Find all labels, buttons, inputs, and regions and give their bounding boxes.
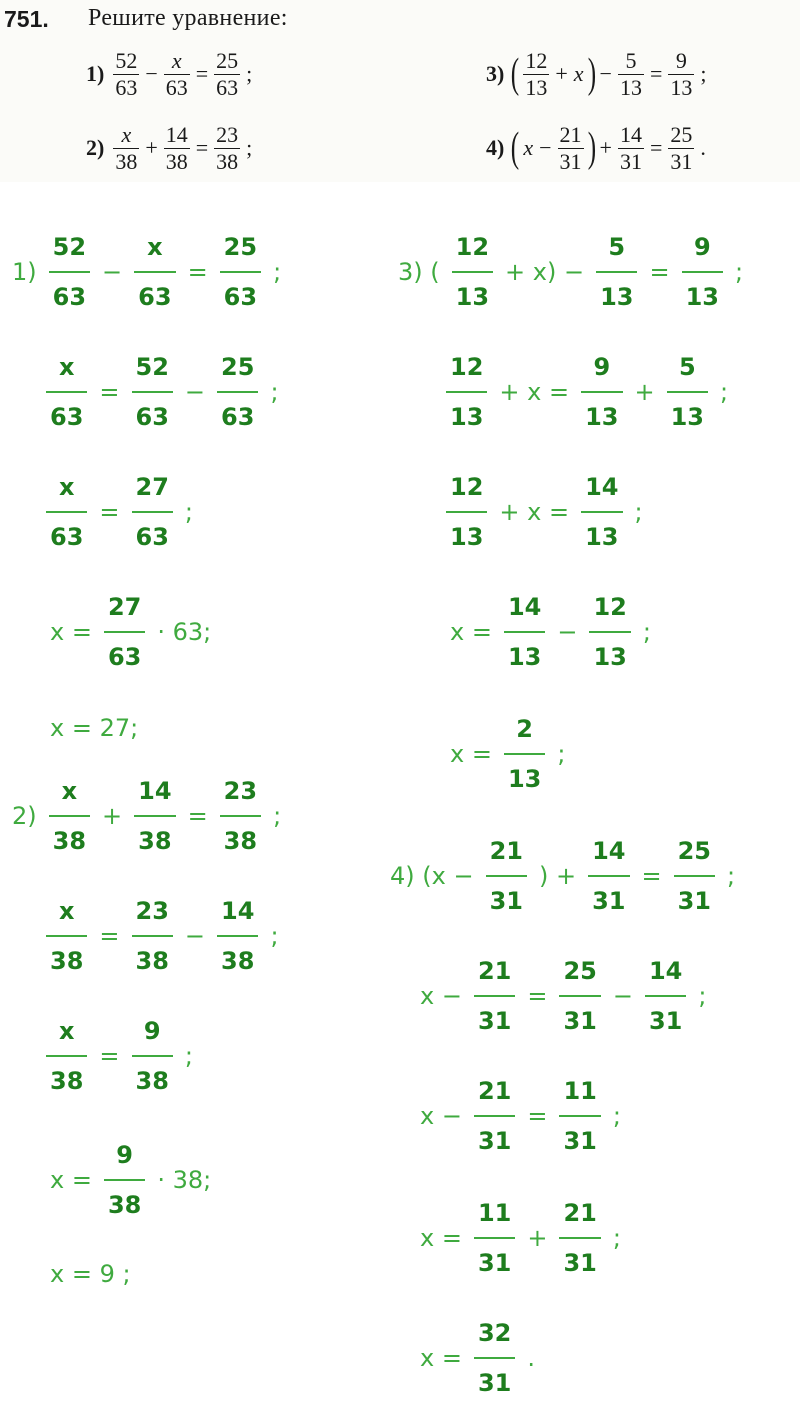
- solution-4-step: [414, 1056, 627, 1176]
- fraction-denominator: 38: [223, 827, 258, 855]
- fraction: [618, 47, 644, 100]
- fraction-numerator: 14: [648, 957, 683, 985]
- solution-3-step: [444, 694, 571, 814]
- fraction-numerator: 27: [107, 593, 142, 621]
- fraction-numerator: 52: [52, 233, 87, 261]
- math-symbol: =: [99, 498, 120, 526]
- fraction-denominator: 63: [135, 403, 169, 431]
- fraction: [486, 839, 527, 913]
- fraction-numerator: 14: [138, 777, 172, 805]
- fraction-denominator: 13: [455, 283, 490, 311]
- fraction-numerator: 9: [116, 1141, 133, 1169]
- math-symbol: =: [527, 1102, 548, 1130]
- fraction-denominator: 31: [559, 148, 582, 174]
- textbook-problem-header: [0, 0, 800, 182]
- solution-2-step: [44, 1214, 137, 1334]
- solution-4-step: [414, 1178, 627, 1298]
- fraction: [581, 355, 622, 429]
- solution-1-step: [40, 332, 285, 452]
- problem-number: 2): [86, 135, 105, 160]
- problem-1: [86, 44, 255, 104]
- fraction: [104, 1143, 145, 1217]
- fraction-denominator: 63: [216, 74, 239, 100]
- fraction: [217, 899, 258, 973]
- fraction: [667, 355, 708, 429]
- math-symbol: x =: [420, 1224, 462, 1252]
- fraction-numerator: x: [147, 233, 163, 261]
- math-symbol: =: [99, 1042, 120, 1070]
- fraction-numerator: 12: [450, 353, 484, 381]
- math-symbol: =: [527, 982, 548, 1010]
- fraction-denominator: 31: [477, 1127, 512, 1155]
- math-symbol: +: [555, 61, 568, 86]
- math-symbol: ;: [698, 982, 707, 1010]
- fraction-denominator: 38: [52, 827, 87, 855]
- fraction-numerator: x: [61, 777, 78, 805]
- solution-2-step: [6, 756, 287, 876]
- fraction: [559, 1201, 600, 1275]
- math-symbol: −: [184, 922, 206, 950]
- solution-3-step: [440, 332, 734, 452]
- math-symbol: +: [102, 802, 123, 830]
- math-symbol: ;: [612, 1224, 621, 1252]
- math-symbol: =: [187, 258, 208, 286]
- fraction-denominator: 31: [648, 1007, 683, 1035]
- fraction-denominator: 13: [507, 643, 542, 671]
- fraction-numerator: 25: [216, 47, 239, 73]
- math-symbol: ) +: [538, 862, 577, 890]
- solution-4-step: [414, 1298, 541, 1418]
- solution-3-step: [392, 212, 749, 332]
- fraction-numerator: 21: [477, 957, 512, 985]
- math-symbol: x −: [420, 982, 462, 1010]
- fraction-numerator: 23: [135, 897, 169, 925]
- fraction-denominator: 31: [592, 887, 626, 915]
- math-symbol: 3) (: [398, 258, 440, 286]
- fraction: [113, 47, 139, 100]
- math-symbol: −: [557, 618, 578, 646]
- fraction: [596, 235, 637, 309]
- math-symbol: 2): [12, 802, 37, 830]
- math-symbol: +: [527, 1224, 548, 1252]
- fraction: [220, 235, 261, 309]
- fraction-denominator: 31: [489, 887, 523, 915]
- parenthesis: (: [511, 51, 520, 97]
- math-symbol: ;: [634, 498, 643, 526]
- math-symbol: · 63;: [157, 618, 212, 646]
- math-symbol: ;: [270, 922, 279, 950]
- fraction: [132, 475, 173, 549]
- fraction: [134, 779, 175, 853]
- fraction-denominator: 13: [600, 283, 634, 311]
- fraction: [104, 595, 145, 669]
- math-symbol: · 38;: [157, 1166, 212, 1194]
- fraction: [452, 235, 493, 309]
- math-symbol: ;: [273, 258, 282, 286]
- fraction-numerator: 25: [677, 837, 712, 865]
- fraction: [132, 899, 173, 973]
- fraction: [46, 355, 87, 429]
- fraction-denominator: 63: [115, 74, 138, 100]
- problem-number: 3): [486, 61, 505, 86]
- fraction: [668, 121, 694, 174]
- fraction-denominator: 13: [685, 283, 719, 311]
- fraction-numerator: 14: [507, 593, 542, 621]
- fraction-numerator: 25: [223, 233, 258, 261]
- solution-1-step: [40, 452, 199, 572]
- math-symbol: =: [195, 61, 209, 86]
- solution-3-step: [444, 572, 657, 692]
- fraction: [132, 355, 173, 429]
- math-symbol: ;: [270, 378, 279, 406]
- math-symbol: + x =: [499, 378, 570, 406]
- parenthesis: ): [587, 51, 596, 97]
- fraction-numerator: 23: [223, 777, 258, 805]
- fraction-numerator: 9: [143, 1017, 161, 1045]
- math-symbol: 4) (x −: [390, 862, 474, 890]
- fraction-numerator: 14: [165, 121, 188, 147]
- fraction-numerator: 9: [675, 47, 687, 73]
- fraction: [559, 959, 600, 1033]
- math-symbol: x =: [50, 1166, 92, 1194]
- fraction: [46, 899, 87, 973]
- solution-4-step: [384, 816, 741, 936]
- fraction-numerator: 12: [525, 47, 548, 73]
- fraction-denominator: 38: [107, 1191, 142, 1219]
- fraction-denominator: 38: [50, 1067, 84, 1095]
- fraction: [49, 235, 90, 309]
- math-symbol: −: [599, 61, 612, 86]
- math-symbol: −: [145, 61, 158, 86]
- fraction-numerator: 12: [455, 233, 490, 261]
- fraction-denominator: 63: [50, 403, 84, 431]
- fraction-denominator: 63: [107, 643, 142, 671]
- math-symbol: .: [527, 1344, 535, 1372]
- fraction-denominator: 13: [670, 74, 693, 100]
- fraction-numerator: 9: [593, 353, 611, 381]
- fraction: [164, 47, 190, 100]
- fraction: [474, 1079, 515, 1153]
- fraction-numerator: 21: [563, 1199, 597, 1227]
- fraction-denominator: 38: [135, 947, 169, 975]
- fraction: [674, 839, 715, 913]
- math-symbol: ;: [700, 61, 707, 86]
- fraction: [474, 1321, 515, 1395]
- fraction-numerator: 12: [593, 593, 627, 621]
- fraction-numerator: x: [58, 1017, 75, 1045]
- fraction-numerator: 14: [619, 121, 642, 147]
- math-symbol: .: [700, 135, 706, 160]
- fraction-numerator: 21: [477, 1077, 512, 1105]
- fraction-numerator: 52: [135, 353, 169, 381]
- fraction-denominator: 31: [477, 1369, 512, 1397]
- math-symbol: x =: [450, 740, 492, 768]
- fraction-numerator: 5: [678, 353, 696, 381]
- fraction-numerator: 23: [216, 121, 239, 147]
- math-symbol: ;: [735, 258, 744, 286]
- fraction: [588, 839, 629, 913]
- math-symbol: ;: [557, 740, 566, 768]
- fraction-numerator: 21: [559, 121, 582, 147]
- fraction: [214, 121, 240, 174]
- math-symbol: ;: [612, 1102, 621, 1130]
- fraction-denominator: 38: [50, 947, 84, 975]
- solution-2-step: [40, 996, 199, 1116]
- parenthesis: (: [511, 125, 520, 171]
- fraction-denominator: 31: [677, 887, 712, 915]
- fraction-numerator: x: [58, 353, 75, 381]
- fraction: [645, 959, 686, 1033]
- fraction-denominator: 31: [477, 1249, 512, 1277]
- fraction: [682, 235, 723, 309]
- fraction-denominator: 13: [670, 403, 705, 431]
- problem-4: [486, 118, 709, 178]
- fraction-numerator: 32: [477, 1319, 512, 1347]
- fraction-numerator: 25: [221, 353, 255, 381]
- fraction: [474, 1201, 515, 1275]
- fraction-denominator: 63: [138, 283, 172, 311]
- fraction: [668, 47, 694, 100]
- fraction-denominator: 63: [135, 523, 169, 551]
- math-symbol: x −: [420, 1102, 462, 1130]
- problem-number: 4): [486, 135, 505, 160]
- solution-3-step: [440, 452, 649, 572]
- fraction-denominator: 13: [619, 74, 642, 100]
- fraction-denominator: 38: [221, 947, 255, 975]
- fraction-numerator: 14: [592, 837, 626, 865]
- fraction-denominator: 63: [50, 523, 84, 551]
- fraction-denominator: 38: [216, 148, 239, 174]
- fraction: [446, 475, 487, 549]
- fraction-denominator: 38: [165, 148, 188, 174]
- task-title: Решите уравнение:: [88, 5, 288, 31]
- fraction: [446, 355, 487, 429]
- math-symbol: + x) −: [505, 258, 585, 286]
- fraction: [134, 235, 175, 309]
- fraction-denominator: 13: [450, 523, 484, 551]
- problem-3: [486, 44, 709, 104]
- fraction-numerator: 25: [670, 121, 693, 147]
- math-symbol: =: [641, 862, 662, 890]
- math-symbol: =: [99, 378, 120, 406]
- fraction-denominator: 13: [450, 403, 484, 431]
- fraction-numerator: 21: [489, 837, 523, 865]
- fraction-numerator: 5: [625, 47, 637, 73]
- math-symbol: =: [649, 258, 670, 286]
- fraction: [589, 595, 630, 669]
- fraction: [164, 121, 190, 174]
- fraction-denominator: 31: [563, 1007, 597, 1035]
- math-symbol: ;: [720, 378, 729, 406]
- fraction-denominator: 13: [585, 403, 619, 431]
- fraction-denominator: 63: [52, 283, 87, 311]
- problem-2: [86, 118, 255, 178]
- solution-2-step: [40, 876, 285, 996]
- fraction-denominator: 38: [135, 1067, 169, 1095]
- fraction: [220, 779, 261, 853]
- math-symbol: x =: [50, 618, 92, 646]
- fraction-numerator: 14: [221, 897, 255, 925]
- math-symbol: =: [195, 135, 209, 160]
- math-symbol: =: [649, 135, 663, 160]
- fraction-denominator: 31: [477, 1007, 512, 1035]
- fraction: [49, 779, 90, 853]
- fraction: [46, 475, 87, 549]
- fraction: [558, 121, 584, 174]
- fraction-denominator: 31: [563, 1127, 597, 1155]
- math-symbol: x = 9 ;: [50, 1260, 131, 1288]
- math-symbol: x =: [420, 1344, 462, 1372]
- math-symbol: =: [649, 61, 663, 86]
- fraction: [581, 475, 622, 549]
- fraction-numerator: 12: [450, 473, 484, 501]
- math-symbol: ;: [184, 498, 194, 526]
- fraction-numerator: 11: [563, 1077, 597, 1105]
- fraction-numerator: 27: [135, 473, 169, 501]
- math-symbol: x: [523, 135, 534, 160]
- fraction-denominator: 63: [221, 403, 255, 431]
- math-symbol: x: [573, 61, 584, 86]
- fraction-denominator: 31: [563, 1249, 597, 1277]
- fraction-denominator: 13: [507, 765, 542, 793]
- math-symbol: ;: [273, 802, 282, 830]
- fraction: [504, 717, 545, 791]
- fraction-numerator: x: [121, 121, 132, 147]
- math-symbol: ;: [246, 135, 253, 160]
- math-symbol: +: [145, 135, 158, 160]
- fraction-denominator: 13: [525, 74, 548, 100]
- math-symbol: −: [612, 982, 633, 1010]
- fraction: [132, 1019, 173, 1093]
- fraction-numerator: x: [58, 897, 75, 925]
- fraction: [113, 121, 139, 174]
- fraction-denominator: 38: [138, 827, 172, 855]
- fraction: [523, 47, 549, 100]
- fraction-denominator: 31: [619, 148, 642, 174]
- fraction-denominator: 13: [585, 523, 619, 551]
- math-symbol: +: [599, 135, 612, 160]
- fraction: [618, 121, 644, 174]
- math-symbol: ;: [246, 61, 253, 86]
- math-symbol: −: [184, 378, 206, 406]
- math-symbol: −: [539, 135, 552, 160]
- fraction-denominator: 63: [223, 283, 258, 311]
- math-symbol: ;: [184, 1042, 194, 1070]
- math-symbol: =: [99, 922, 120, 950]
- fraction: [214, 47, 240, 100]
- math-symbol: =: [187, 802, 208, 830]
- math-symbol: ;: [727, 862, 736, 890]
- task-number: 751.: [4, 6, 49, 32]
- fraction-numerator: x: [171, 47, 182, 73]
- parenthesis: ): [587, 125, 596, 171]
- math-symbol: −: [102, 258, 123, 286]
- fraction-numerator: 25: [563, 957, 597, 985]
- math-symbol: +: [634, 378, 655, 406]
- fraction-numerator: 14: [585, 473, 619, 501]
- solution-4-step: [414, 936, 712, 1056]
- fraction: [474, 959, 515, 1033]
- fraction: [217, 355, 258, 429]
- math-symbol: 1): [12, 258, 37, 286]
- fraction-numerator: 9: [693, 233, 711, 261]
- fraction-denominator: 63: [165, 74, 188, 100]
- fraction: [504, 595, 545, 669]
- fraction-numerator: 2: [516, 715, 533, 743]
- fraction-denominator: 31: [670, 148, 693, 174]
- fraction-numerator: 11: [477, 1199, 512, 1227]
- math-symbol: ;: [642, 618, 651, 646]
- math-symbol: x =: [450, 618, 492, 646]
- fraction-numerator: 5: [608, 233, 626, 261]
- math-symbol: x = 27;: [50, 714, 139, 742]
- fraction-numerator: x: [58, 473, 75, 501]
- solution-1-step: [6, 212, 287, 332]
- fraction-denominator: 38: [115, 148, 138, 174]
- fraction-numerator: 52: [115, 47, 138, 73]
- math-symbol: + x =: [499, 498, 570, 526]
- problem-number: 1): [86, 61, 105, 86]
- fraction-denominator: 13: [593, 643, 627, 671]
- fraction: [46, 1019, 87, 1093]
- fraction: [559, 1079, 600, 1153]
